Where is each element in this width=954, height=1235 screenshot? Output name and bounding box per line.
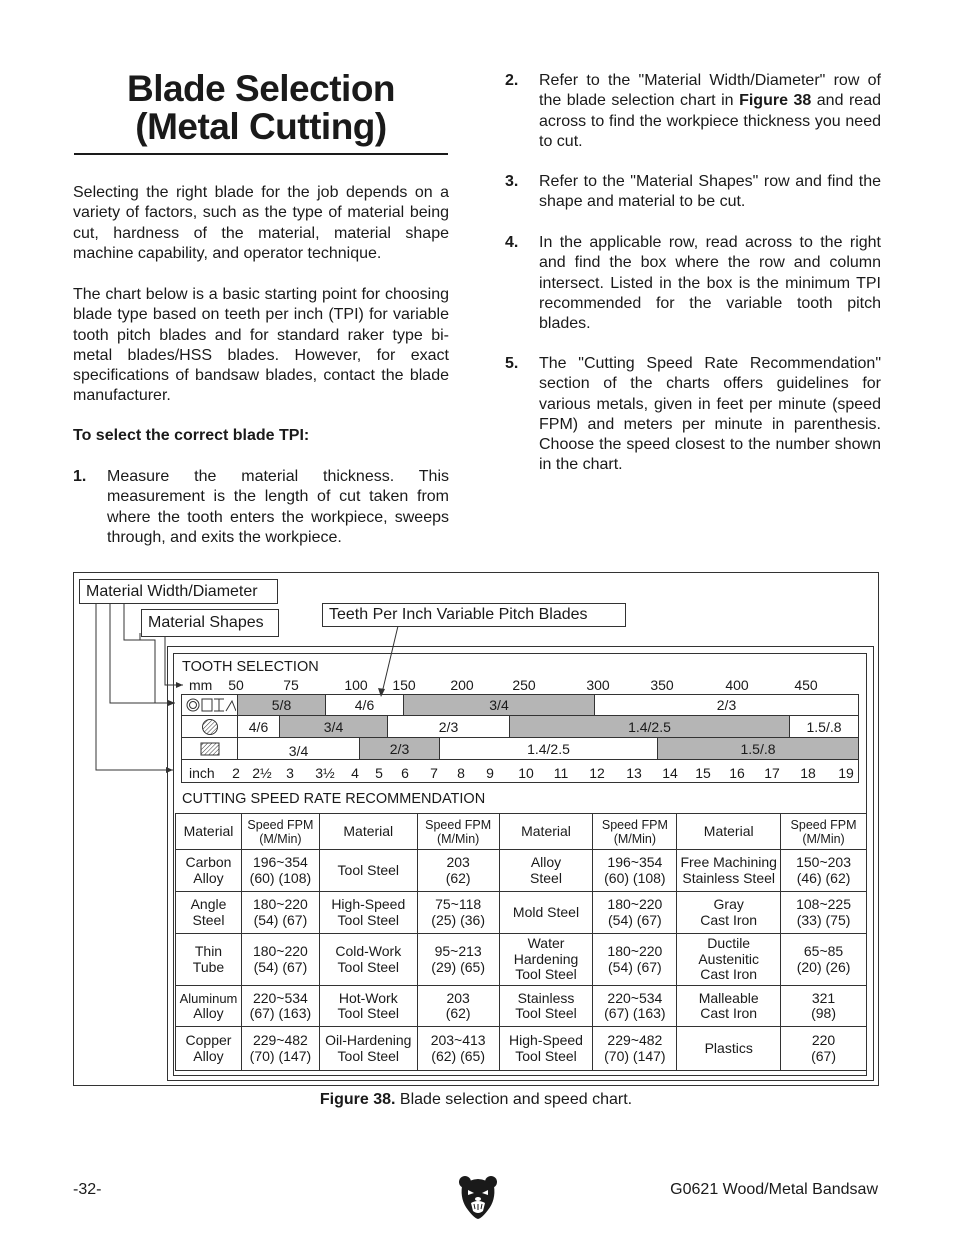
step-text: In the applicable row, read across to the right and find the box where the row and column intersect. Listed in the box is the minimum TPI recommended for the variable tooth pitch blades.	[539, 234, 881, 333]
speed-cell: 180~220 (54) (67)	[593, 892, 677, 934]
speed-cell: 150~203 (46) (62)	[781, 850, 867, 892]
material-cell: Stainless Tool Steel	[499, 986, 593, 1027]
material-cell: High-Speed Tool Steel	[499, 1027, 593, 1071]
mm-tick-label: 350	[650, 677, 674, 693]
speed-cell: 196~354 (60) (108)	[593, 850, 677, 892]
tooth-row-solid-round	[181, 716, 859, 738]
tooth-cell: 1.5/.8	[658, 738, 858, 759]
inch-tick-label: 17	[764, 765, 780, 781]
tooth-cell: 1.4/2.5	[510, 716, 790, 737]
tooth-cell: 2/3	[716, 697, 737, 713]
step-number: 3.	[505, 173, 519, 190]
tooth-selection-heading: TOOTH SELECTION	[182, 659, 319, 675]
tooth-cell: 3/4	[404, 695, 595, 715]
inch-tick-label: 7	[430, 765, 438, 781]
callout-teeth-per-inch: Teeth Per Inch Variable Pitch Blades	[322, 603, 626, 627]
material-cell: Gray Cast Iron	[677, 892, 781, 934]
flat-shapes-icon	[184, 697, 236, 713]
step-text: Refer to the "Material Shapes" row and find the shape and material to be cut.	[539, 173, 881, 211]
bear-logo-icon	[458, 1174, 498, 1225]
inch-tick-label: 12	[589, 765, 605, 781]
figure-caption: Figure 38. Blade selection and speed chart.	[319, 1091, 633, 1108]
material-cell: Aluminum Alloy	[176, 986, 242, 1027]
speed-table-row	[176, 1027, 867, 1071]
material-cell: Copper Alloy	[176, 1027, 242, 1071]
mm-tick-label: 150	[392, 677, 416, 693]
material-cell: Cold-Work Tool Steel	[319, 934, 417, 986]
speed-cell: 108~225 (33) (75)	[781, 892, 867, 934]
speed-table-header: Material	[677, 814, 781, 850]
speed-table-header: Material	[499, 814, 593, 850]
intro-paragraph-2: The chart below is a basic starting point for choosing blade type based on teeth per inch (TPI) for variable tooth pitch blades and for standard raker type bi-metal blades/HSS blades. However, for exact specifications of bandsaw blades, contact the blade manufacturer.	[73, 286, 449, 405]
speed-table-header: Speed FPM (M/Min)	[417, 814, 499, 850]
speed-table	[175, 813, 867, 1071]
mm-label: mm	[189, 677, 213, 693]
inch-tick-label: 15	[695, 765, 711, 781]
speed-cell: 203 (62)	[417, 850, 499, 892]
shape-icon-solid-round	[182, 716, 238, 737]
speed-cell: 75~118 (25) (36)	[417, 892, 499, 934]
speed-cell: 203 (62)	[417, 986, 499, 1027]
material-cell: Thin Tube	[176, 934, 242, 986]
speed-table-row	[176, 934, 867, 986]
inch-tick-label: 9	[486, 765, 494, 781]
material-cell: Ductile Austenitic Cast Iron	[677, 934, 781, 986]
material-cell: Water Hardening Tool Steel	[499, 934, 593, 986]
material-cell: Angle Steel	[176, 892, 242, 934]
material-cell: Mold Steel	[499, 892, 593, 934]
mm-tick-label: 200	[450, 677, 474, 693]
speed-table-row	[176, 892, 867, 934]
speed-table-header: Speed FPM (M/Min)	[781, 814, 867, 850]
tooth-cell: 2/3	[360, 738, 440, 759]
model-name: G0621 Wood/Metal Bandsaw	[670, 1181, 878, 1198]
step-text: The "Cutting Speed Rate Recommendation" section of the charts offers guidelines for various metals, given in feet per minute (speed FPM) and meters per minute in parenthesis. Choose the speed closest to the number shown in the chart.	[539, 355, 881, 474]
intro-paragraph-1: Selecting the right blade for the job depends on a variety of factors, such as the type of material being cut, hardness of the material, material shape machine capability, and operator technique.	[73, 184, 449, 262]
speed-cell: 203~413 (62) (65)	[417, 1027, 499, 1071]
inch-tick-label: 18	[800, 765, 816, 781]
speed-heading: CUTTING SPEED RATE RECOMMENDATION	[182, 791, 486, 807]
tooth-cell: 5/8	[238, 695, 326, 715]
step-number: 2.	[505, 72, 519, 89]
inch-label: inch	[189, 765, 215, 781]
shape-icons-flat	[182, 695, 238, 715]
speed-table-header: Material	[176, 814, 242, 850]
mm-tick-label: 75	[283, 677, 299, 693]
material-cell: Malleable Cast Iron	[677, 986, 781, 1027]
inch-tick-label: 3½	[315, 765, 335, 781]
mm-tick-label: 450	[794, 677, 818, 693]
inch-tick-label: 10	[518, 765, 534, 781]
inch-tick-label: 2	[232, 765, 240, 781]
shape-icon-solid-square	[182, 738, 238, 759]
speed-cell: 220~534 (67) (163)	[593, 986, 677, 1027]
tooth-cell: 3/4	[238, 738, 360, 759]
page-number: -32-	[73, 1181, 102, 1198]
inch-tick-label: 11	[553, 765, 569, 781]
mm-tick-label: 300	[586, 677, 610, 693]
inch-tick-label: 6	[401, 765, 409, 781]
speed-cell: 229~482 (70) (147)	[241, 1027, 319, 1071]
tooth-cell: 2/3	[388, 716, 510, 737]
tooth-row-flat-shapes	[181, 694, 859, 716]
inch-tick-label: 14	[662, 765, 678, 781]
speed-cell: 65~85 (20) (26)	[781, 934, 867, 986]
material-cell: Hot-Work Tool Steel	[319, 986, 417, 1027]
speed-cell: 220 (67)	[781, 1027, 867, 1071]
speed-cell: 95~213 (29) (65)	[417, 934, 499, 986]
callout-material-shapes: Material Shapes	[141, 609, 279, 637]
speed-table-row	[176, 850, 867, 892]
tooth-row-solid-square	[181, 738, 859, 760]
figure-reference: Figure 38	[739, 92, 812, 110]
select-heading: To select the correct blade TPI:	[73, 427, 310, 444]
material-cell: Alloy Steel	[499, 850, 593, 892]
material-cell: Free Machining Stainless Steel	[677, 850, 781, 892]
speed-table-row	[176, 986, 867, 1027]
step-number: 5.	[505, 355, 519, 372]
material-cell: Carbon Alloy	[176, 850, 242, 892]
step-text: Measure the material thickness. This measurement is the length of cut taken from where the tooth enters the workpiece, sweeps through, and exits the workpiece.	[107, 468, 449, 546]
speed-cell: 220~534 (67) (163)	[241, 986, 319, 1027]
mm-tick-label: 250	[512, 677, 536, 693]
inch-tick-label: 3	[286, 765, 294, 781]
inch-tick-label: 19	[838, 765, 854, 781]
mm-tick-label: 400	[725, 677, 749, 693]
mm-tick-label: 100	[344, 677, 368, 693]
inch-tick-label: 5	[375, 765, 383, 781]
speed-cell: 229~482 (70) (147)	[593, 1027, 677, 1071]
step-number: 1.	[73, 468, 87, 485]
callout-material-width: Material Width/Diameter	[79, 579, 278, 604]
hatched-square-icon	[200, 742, 220, 756]
tooth-cell: 4/6	[238, 716, 280, 737]
material-cell: High-Speed Tool Steel	[319, 892, 417, 934]
tooth-cell: 1.5/.8	[806, 718, 842, 735]
material-cell: Plastics	[677, 1027, 781, 1071]
hatched-circle-icon	[201, 718, 219, 736]
speed-table-header: Speed FPM (M/Min)	[593, 814, 677, 850]
step-number: 4.	[505, 234, 519, 251]
speed-cell: 180~220 (54) (67)	[241, 934, 319, 986]
tooth-cell: 4/6	[326, 695, 404, 715]
material-cell: Tool Steel	[319, 850, 417, 892]
title-line-1: Blade Selection	[126, 68, 396, 109]
speed-table-header: Material	[319, 814, 417, 850]
tooth-cell: 3/4	[280, 716, 388, 737]
tooth-cell: 1.4/2.5	[440, 738, 658, 759]
mm-tick-label: 50	[228, 677, 244, 693]
inch-tick-label: 13	[626, 765, 642, 781]
speed-cell: 321 (98)	[781, 986, 867, 1027]
speed-cell: 180~220 (54) (67)	[593, 934, 677, 986]
speed-cell: 180~220 (54) (67)	[241, 892, 319, 934]
title-line-2: (Metal Cutting)	[135, 106, 387, 147]
inch-tick-label: 4	[351, 765, 359, 781]
material-cell: Oil-Hardening Tool Steel	[319, 1027, 417, 1071]
inch-tick-label: 2½	[252, 765, 272, 781]
speed-table-header: Speed FPM (M/Min)	[241, 814, 319, 850]
inch-tick-label: 16	[729, 765, 745, 781]
inch-tick-label: 8	[457, 765, 465, 781]
step-text: Refer to the "Material Width/Diameter" row of the blade selection chart in Figure 38 and read across to find the workpiece thickness you need to cut.	[539, 72, 882, 150]
speed-cell: 196~354 (60) (108)	[241, 850, 319, 892]
